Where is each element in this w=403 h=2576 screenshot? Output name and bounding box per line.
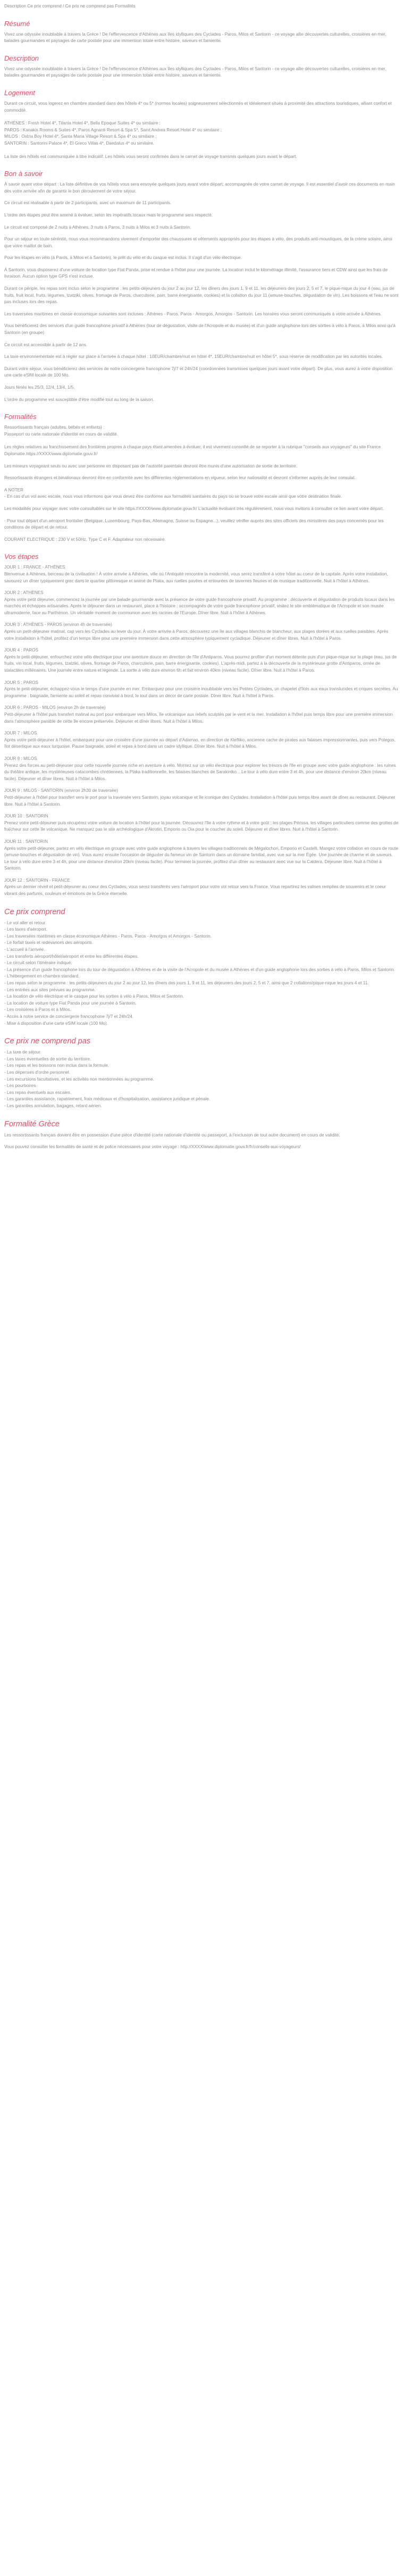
day-heading: JOUR 5 : PAROS [4, 680, 38, 685]
bon-a-savoir-paragraph: Jours fériés les 25/3, 12/4, 13/4, 1/5. [4, 385, 75, 390]
excluded-item: - Les excursions facultatives, et les activités non mentionnées au programme. [4, 1076, 154, 1082]
included-item: - Les repas selon le programme : les petits-déjeuners du jour 2 au jour 12, les dîners des jours 1, 9 et 11, les déjeuners des jours 2, 5 et 7, ainsi que 2 collations/pique-nique les jours 4 et 11. [4, 981, 369, 985]
bon-a-savoir-paragraph: À savoir avant votre départ : La liste définitive de vos hôtels vous sera envoyée quelques jours avant votre départ, accompagnée de votre carnet de voyage. Il est essentiel d'avoir ces documents en main dès votre arrivée afin de garantir le bon déroulement de votre séjour. [4, 182, 395, 194]
day-text: Prenez des forces au petit-déjeuner pour cette nouvelle journée riche en aventure à vélo. Montez sur un vélo électrique pour explorer les trésors de l'île en groupe avec votre guide anglophone : les ruines du théâtre antique, les mystérieuses catacombes chrétiennes, la Plaka traditionnelle, les falaises blanches de Sarakiniko... Le tour à vélo dure entre 3 et 4h, pour une distance d'environ 20km (niveau facile). Déjeuner et dîner libres. Nuit à l'hôtel à Milos. [4, 763, 396, 781]
excluded-item: - Les garanties annulation, bagages, retard aérien. [4, 1103, 102, 1108]
description-text: Vivez une odyssée inoubliable à travers la Grèce ! De l'effervescence d'Athènes aux îles idylliques des Cyclades - Paros, Milos et Santorin - ce voyage allie découvertes culturelles, croisières en mer, balades gourmandes et paysages de carte postale pour une immersion totale entre histoire, saveurs et farniente. [4, 66, 387, 78]
section-title-ce-prix-comprend: Ce prix comprend [4, 907, 65, 916]
day-heading: JOUR 7 : MILOS [4, 731, 37, 736]
formalite-grece-paragraph: Les ressortissants français doivent être en possession d'une pièce d'identité (carte nationale d'identité ou passeport, à l'exclusion de tout autre document) en cours de validité. [4, 1132, 340, 1138]
bon-a-savoir-paragraph: Ce circuit est réalisable à partir de 2 participants, avec un maximum de 11 participants. [4, 200, 172, 206]
logement-note: La liste des hôtels est communiquée à titre indicatif. Les hôtels vous seront confirmés dans le carnet de voyage transmis quelques jours avant le départ. [4, 154, 297, 159]
formalites-line: Ressortissants français (adultes, bébés et enfants) : [4, 425, 105, 430]
excluded-item: - Les garanties assistance, rapatriement, frais médicaux et d'hospitalisation, assistance juridique et pénale. [4, 1097, 211, 1102]
bon-a-savoir-paragraph: Durant ce périple, les repas sont inclus selon le programme : les petits-déjeuners du jour 2 au jour 12, les dîners des jours 1, 9 et 11, les déjeuners des jours 2, 5 et 7, le pique-nique du jour 4 (eau, jus de fruits, fruit local, fruits, légumes, tzatziki, olives, fromage de Paros, charcuterie, pain, barre énergisante, cookies) et la collation du jour 11 (amuse-bouches, dégustation de vin). Les boissons et l'eau ne sont pas incluses lors des repas. [4, 286, 399, 305]
bon-a-savoir-block [4, 181, 399, 403]
tab-navigation-line[interactable]: Description Ce prix comprend / Ce prix ne comprend pas Formalités [4, 4, 136, 9]
formalites-lines [4, 424, 399, 438]
formalites-paragraph: Ressortissants étrangers et binationaux devront être en conformité avec les différentes réglementations en vigueur, selon leur nationalité et devront s'informer auprès de leur consulat. [4, 475, 356, 481]
note-paragraph: - En cas d'un vol avec escale, nous vous informons que vous devez être conforme aux formalités sanitaires du pays où se trouve votre escale ainsi que votre destination finale. [4, 494, 342, 499]
day-heading: JOUR 10 : SANTORIN [4, 814, 48, 819]
day-text: Après un petit-déjeuner matinal, cap vers les Cyclades au lever du jour. À votre arrivée à Paros, découvrez une île aux villages blanchis de blancheur, aux plages dorées et aux ruelles paisibles. Après votre installation à l'hôtel, profitez d'un temps libre pour une première immersion dans cette atmosphère typiquement cycladique. Déjeuner et dîner libres. Nuit à l'hôtel à Paros. [4, 629, 389, 641]
hotel-line: ATHÈNES : Fresh Hotel 4*, Titania Hotel 4*, Bella Epoque Suites 4* ou similaire ; [4, 121, 161, 126]
bon-a-savoir-paragraph: Les traversées maritimes en classe économique suivantes sont incluses : Athènes - Paros, Paros - Amorgos, Amorgos - Santorin. Les horaires vous seront communiqués à votre arrivée à Athènes. [4, 311, 382, 316]
day-heading: JOUR 4 : PAROS [4, 648, 38, 653]
day-text: Après votre petit déjeuner, commencez la journée par une balade gourmande avec la présence de votre guide francophone privatif. Au programme : découverte et dégustation de produits locaux dans les marchés et échoppes artisanales. Après le déjeuner dans un restaurant, place à l'histoire : accompagnés de votre guide francophone privatif, visitez le site emblématique de l'Acropole et son musée ultramoderne, face au Parthénon. Un véritable moment de communion avec les racines de l'Europe. Dîner libre. Nuit à l'hôtel à Athènes. [4, 597, 395, 615]
day-heading: JOUR 9 : MILOS - SANTORIN (environ 2h30 de traversée) [4, 788, 118, 793]
excluded-item: - Les dépenses d'ordre personnel. [4, 1069, 70, 1075]
note-title: A NOTER [4, 487, 23, 492]
bon-a-savoir-paragraph: Ce circuit est accessible à partir de 12 ans. [4, 342, 88, 347]
day-heading: JOUR 1 : FRANCE - ATHÈNES [4, 565, 65, 570]
bon-a-savoir-paragraph: À Santorin, vous disposerez d'une voiture de location type Fiat Panda, prise et rendue à l'hôtel pour une journée. La location inclut le kilométrage illimité, l'assurance tiers et CDW ainsi que les frais de livraison. Aucun option type GPS n'est incluse. [4, 267, 388, 279]
resume-text: Vivez une odyssée inoubliable à travers la Grèce ! De l'effervescence d'Athènes aux îles idylliques des Cyclades - Paros, Milos et Santorin - ce voyage allie découvertes culturelles, croisières en mer, balades gourmandes et paysages de carte postale pour une immersion totale entre histoire, saveurs et farniente. [4, 31, 387, 44]
included-item: - Les entrées aux sites prévues au programme. [4, 987, 96, 992]
included-item: - Les transferts aéroport/hôtel/aéroport et entre les différentes étapes. [4, 954, 139, 959]
formalites-line: Passeport ou carte nationale d'identité en cours de validité. [4, 431, 119, 437]
section-title-logement: Logement [4, 88, 35, 97]
day-heading: JOUR 3 : ATHÈNES - PAROS (environ 4h de traversée) [4, 622, 112, 628]
day-text: Après le petit-déjeuner, échappez-vous le temps d'une journée en mer. Embarquez pour une croisière inoubliable vers les Petites Cyclades, un chapelet d'îlots aux eaux translucides et criques secrètes. Au programme : baignade, farniente au soleil et repas convivial à bord, le tout dans un décor de carte postale. Dîner libre. Nuit à l'hôtel à Paros. [4, 687, 398, 698]
included-item: - Accès à notre service de conciergerie francophone 7j/7 et 24h/24. [4, 1014, 134, 1019]
day-text: Après un dernier réveil et petit-déjeuner au coeur des Cyclades, vous serez transférés vers l'aéroport pour votre vol retour vers la France. Vous repartirez les valises remplies de souvenirs et le coeur vibrant des parfums, couleurs et émotions de la Grèce éternelle. [4, 884, 386, 897]
day-text: Après votre petit-déjeuner, partez en vélo électrique en groupe avec votre guide anglophone à travers les villages traditionnels de Mégalochori, Emporio et Castelli. Mangez votre collation en cours de route (amuse-bouches et dégustation de vin). Vous aurez ensuite l'occasion de déguster du fameux vin de Santorin dans un domaine familial, avec vue sur la mer Égée. Une journée de charme et de saveurs. Le tour à vélo dure entre 3 et 4h, pour une distance d'environ 20km (niveau facile). Pour terminer la journée, profitez d'un dîner au restaurant avec vue sur la Caldera. Déjeuner libre. Nuit à l'hôtel à Santorin. [4, 846, 398, 871]
hotel-line: PAROS : Kanakis Rooms & Suites 4*, Paros Agnanti Resort & Spa 5*, Saint Andrea Resort Hotel 4* ou similaire ; [4, 127, 222, 132]
note-block [4, 494, 399, 531]
day-text: Petit-déjeuner à l'hôtel puis transfert matinal au port pour embarquer vers Milos, île volcanique aux reliefs sculptés par le vent et la mer. Installation à l'hôtel puis temps libre pour une première immersion dans l'atmosphère paisible de cette île encore préservée. Déjeuner et dîner libres. Nuit à l'hôtel à Milos. [4, 712, 393, 724]
included-item: - Le forfait taxes et redevances des aéroports. [4, 940, 94, 946]
included-item: - L'hébergement en chambre standard. [4, 974, 80, 979]
day-text: Bienvenue à Athènes, berceau de la civilisation ! À votre arrivée à Athènes, ville où l'Antiquité rencontre la modernité, vous serez transféré à votre hôtel au coeur de la capitale. Après votre installation, savourez un dîner typiquement grec dans le quartier pittoresque et animé de Plaka, aux ruelles pavées et entourées de tavernes fleuries et de musique traditionnelle. Nuit à l'hôtel à Athènes. [4, 571, 388, 583]
hotel-line: MILOS : Ostria Boy Hotel 4*, Santa Maria Village Resort & Spa 4* ou similaire ; [4, 134, 157, 139]
excluded-item: - Les repas et les boissons non inclus dans la formule. [4, 1063, 110, 1068]
excluded-item: - La taxe de séjour. [4, 1050, 41, 1055]
included-item: - Les taxes d'aéroport. [4, 927, 48, 932]
formalites-paragraph: Les mineurs voyageant seuls ou avec une personne en disposant pas de l'autorité parentale devront être munis d'une autorisation de sortie de territoire. [4, 463, 297, 469]
bon-a-savoir-paragraph: Pour un séjour en toute sérénité, nous vous recommandons vivement d'emporter des chaussures et vêtements appropriés pour les étapes à vélo, des produits anti-moustiques, de la crème solaire, ainsi que votre maillot de bain. [4, 237, 392, 248]
bon-a-savoir-paragraph: Vous bénéficierez des services d'un guide francophone privatif à Athènes (tour de dégustation, visite de l'Acropole et du musée) et d'un guide anglophone lors des sorties à vélo à Paros, à Milos ainsi qu'à Santorin (en groupe). [4, 323, 396, 336]
bon-a-savoir-paragraph: Durant votre séjour, vous bénéficierez des services de notre conciergerie francophone 7j/7 et 24h/24 (coordonnées transmises quelques jours avant votre départ). De plus, vous aurez à votre disposition une carte eSIM locale de 100 Mo. [4, 366, 393, 378]
itinerary [4, 564, 399, 897]
logement-intro: Durant ce circuit, vous logerez en chambre standard dans des hôtels 4* ou 5* (normes locales) soigneusement sélectionnés et idéalement situés à proximité des attractions touristiques, alliant confort et commodité. [4, 101, 392, 113]
included-item: - Mise à disposition d'une carte eSIM locale (100 Mo). [4, 1021, 108, 1026]
day-text: Petit-déjeuner à l'hôtel pour transfert vers le port pour la traversée vers Santorin, joyau volcanique et île iconique des Cyclades. Installation à l'hôtel puis temps libre avant de dîner au restaurant. Déjeuner libre. Nuit à l'hôtel à Santorin. [4, 794, 396, 807]
bon-a-savoir-paragraph: L'ordre des étapes peut être amené à évoluer, selon les impératifs locaux mais le programme sera respecté. [4, 212, 213, 218]
excluded-item: - Les repas éventuels aux escales. [4, 1090, 72, 1095]
day-heading: JOUR 6 : PAROS - MILOS (environ 2h de traversée) [4, 705, 106, 710]
included-item: - La location de vélo électrique et le casque pour les sorties à vélo à Paros, Milos et Santorin. [4, 994, 184, 999]
section-title-formalite-grece: Formalité Grèce [4, 1119, 60, 1128]
day-text: Après votre petit-déjeuner à l'hôtel, embarquez pour une croisière d'une journée au départ d'Adamas, en direction de Kleftiko, ancienne cache de pirates aux falaises impressionnantes, puis vers Polegos, îlot désertique aux eaux turquoise. Pause baignade, soleil et repas à bord dans un cadre idyllique. Dîner libre. Nuit à l'hôtel à Milos. [4, 737, 396, 749]
section-title-bon-a-savoir: Bon à savoir [4, 170, 43, 178]
bon-a-savoir-paragraph: L'ordre du programme est susceptible d'être modifié tout au long de la saison. [4, 397, 154, 402]
day-text: Prenez votre petit-déjeuner puis récupérez votre voiture de location à l'hôtel pour la journée. Découvrez l'île à votre rythme et à votre goût : les plages Périssa, les villages particuliers comme des grottes de fraîcheur sur cette île volcanique. Ne manquez pas le site archéologique d'Akrotiri, Emporio ou Oia pour le coucher du soleil. Déjeuner et dîner libres. Nuit à l'hôtel à Santorin. [4, 820, 399, 832]
hotel-list [4, 120, 399, 147]
excluded-item: - Les pourboires. [4, 1083, 37, 1089]
section-title-formalites: Formalités [4, 413, 37, 421]
included-item: - Le circuit selon l'itinéraire indiqué. [4, 960, 72, 966]
included-item: - L'accueil à l'arrivée. [4, 947, 45, 952]
section-title-description: Description [4, 54, 39, 62]
day-heading: JOUR 8 : MILOS [4, 756, 37, 761]
formalite-grece-block [4, 1132, 399, 1151]
courant-electrique: COURANT ELECTRIQUE : 230 V et 50Hz, Type C et F. Adaptateur non nécessaire. [4, 537, 166, 542]
day-heading: JOUR 12 : SANTORIN - FRANCE [4, 877, 70, 883]
formalites-paragraph: Les règles relatives au franchissement des frontières propres à chaque pays étant amenées à évoluer, il est vivement conseillé de se reporter à la rubrique "conseils aux voyageurs" du site France Diplomatie.https://XXXX/www.diplomatie.gouv.fr/ [4, 445, 381, 456]
day-heading: JOUR 11 : SANTORIN [4, 839, 48, 844]
day-heading: JOUR 2 : ATHÈNES [4, 590, 44, 596]
formalites-block [4, 444, 399, 481]
page [0, 0, 403, 1161]
day-text: Après le petit-déjeuner, enfourchez votre vélo électrique pour une aventure douce en direction de l'île d'Antiparos. Vous pourrez profiter d'un moment détente puis d'un pique-nique sur la plage (eau, jus de fruits, vin local, fruits, légumes, tzatziki, olives, fromage de Paros, charcuterie, pain, barre énergisante, cookies). L'après-midi, partez à la découverte de la mystérieuse grotte d'Antiparos, ornée de stalactites millénaires. Une journée entre nature et légende. La sortie à vélo dure environ 6h et fait environ 40km (niveau facile). Dîner libre. Nuit à l'hôtel à Paros. [4, 654, 397, 673]
formalite-grece-paragraph: Vous pouvez consulter les formalités de santé et de police nécessaires pour votre voyage : http://XXXX/www.diplomatie.gouv.fr/fr/conseils-aux-voyageurs/ [4, 1144, 301, 1150]
section-title-resume: Résumé [4, 19, 30, 28]
bon-a-savoir-paragraph: Pour les étapes en vélo (à Paros, à Milos et à Santorin), le prêt du vélo et du casque est inclus. Il s'agit d'un vélo électrique. [4, 255, 242, 261]
hotel-line: SANTORIN : Santorini Palace 4*, El Greco Villas 4*, Daedalus 4* ou similaire. [4, 140, 154, 146]
excluded-item: - Les taxes éventuelles de sortie du territoire. [4, 1056, 91, 1061]
bon-a-savoir-paragraph: Le circuit est composé de 2 nuits à Athènes, 3 nuits à Paros, 3 nuits à Milos et 3 nuits à Santorin. [4, 224, 191, 230]
note-paragraph: Les modalités pour voyager avec votre consultables sur le site https://XXXX/www.diplomatie.gouv.fr/ L'actualité évoluant très régulièrement, nous vous invitons à consulter ce lien avant votre départ. [4, 506, 384, 511]
bon-a-savoir-paragraph: La taxe environnementale est à régler sur place à l'arrivée à chaque hôtel : 10EUR/chambre/nuit en hôtel 4*, 15EUR/chambre/nuit en hôtel 5*, sous réserve de modification par les autorités locales. [4, 354, 383, 359]
included-item: - Les croisières à Paros et à Milos. [4, 1007, 71, 1013]
included-list [4, 920, 399, 1027]
section-title-vos-etapes: Vos étapes [4, 553, 39, 561]
section-title-ne-comprend-pas: Ce prix ne comprend pas [4, 1037, 90, 1046]
included-item: - La présence d'un guide francophone lors du tour de dégustation à Athènes et de la visite de l'Acropole et du musée à Athènes et d'un guide anglophone lors des sorties à vélo à Paros, Milos et Santorin. [4, 967, 395, 972]
excluded-list [4, 1049, 399, 1109]
included-item: - La location de voiture type Fiat Panda pour une journée à Santorin. [4, 1000, 137, 1006]
included-item: - Les traversées maritimes en classe économique Athènes - Paros, Paros - Amorgos et Amorgos - Santorin. [4, 933, 212, 939]
note-paragraph: - Pour tout départ d'un aéroport frontalier (Belgique, Luxembourg, Pays-Bas, Allemagne, Suisse ou Espagne...), veuillez vérifier auprès des sites officiels des ministères des pays concernés pour les conditions de départ et de retour. [4, 518, 384, 530]
included-item: - Le vol aller et retour. [4, 920, 47, 925]
